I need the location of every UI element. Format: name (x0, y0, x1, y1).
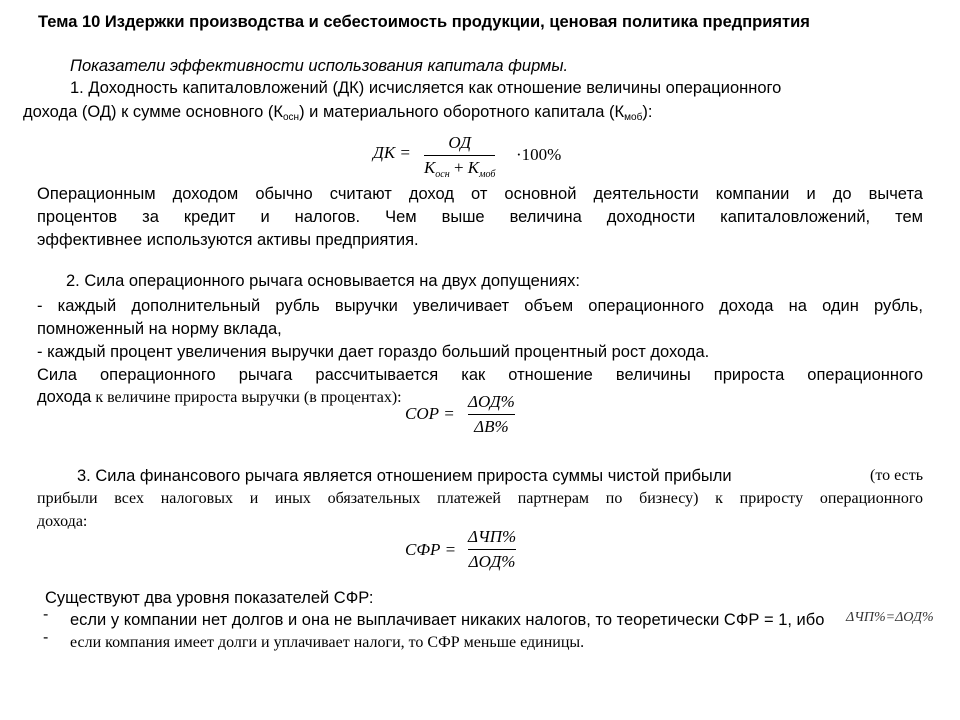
p3-bullet1-line2: помноженный на норму вклада, (37, 320, 282, 338)
p4-line2: прибыли всех налоговых и иных обязательных платежей партнерам по бизнесу) к приросту операционного (37, 490, 923, 507)
p5-bullet1: если у компании нет долгов и она не выплачивает никаких налогов, то теоретически СФР = 1, ибо (70, 611, 825, 629)
p1-line1: 1. Доходность капиталовложений (ДК) исчисляется как отношение величины операционного (70, 79, 782, 97)
p5-heading: Существуют два уровня показателей СФР: (45, 589, 374, 607)
formula-dk-multiplier: ·100% (516, 145, 562, 164)
p5-bullet1-overlap-formula: ΔЧП%=ΔОД% (846, 610, 934, 625)
formula-sor-lhs: СОР = (405, 404, 455, 423)
p3-bullet1-line1: - каждый дополнительный рубль выручки увеличивает объем операционного дохода на один рубль, (37, 297, 923, 315)
formula-sfr-denominator: ΔОД% (468, 552, 516, 571)
section-heading: Показатели эффективности использования капитала фирмы. (70, 57, 569, 75)
formula-sor-denominator: ΔВ% (474, 417, 509, 436)
fraction-bar (468, 549, 516, 550)
p1-line2: дохода (ОД) к сумме основного $(К_{осн})$ и материального оборотного капитала $(К_{моб})$: (23, 103, 653, 123)
bullet-marker: - (43, 629, 49, 646)
p3-bullet2: - каждый процент увеличения выручки дает гораздо больший процентный рост дохода. (37, 343, 710, 361)
p5-bullet2: если компания имеет долги и уплачивает налоги, то СФР меньше единицы. (70, 634, 585, 651)
p3-heading: 2. Сила операционного рычага основывается на двух допущениях: (66, 272, 580, 290)
p2-line3: эффективнее используются активы предприятия. (37, 231, 419, 249)
formula-dk-lhs: ДК = (373, 143, 411, 162)
formula-sfr-lhs: СФР = (405, 540, 457, 559)
formula-dk-fraction (424, 133, 495, 185)
fraction-bar (424, 155, 495, 156)
bullet-marker: - (43, 606, 49, 623)
formula-sfr-fraction (468, 527, 516, 572)
page-title: Тема 10 Издержки производства и себестоимость продукции, ценовая политика предприятия (38, 13, 810, 31)
p3-line3: Сила операционного рычага рассчитывается как отношение величины прироста операционного (37, 366, 923, 384)
formula-sfr-numerator: ΔЧП% (468, 527, 517, 546)
p4-line1: 3. Сила финансового рычага является отношением прироста суммы чистой прибыли (то есть (77, 467, 923, 485)
p3-line4: дохода к величине прироста выручки (в процентах): (37, 388, 402, 406)
p2-line1: Операционным доходом обычно считают доход от основной деятельности компании и до вычета (37, 185, 923, 203)
formula-dk-denominator: $К_{осн} + К_{моб}$ (424, 158, 496, 180)
formula-dk-numerator: ОД (448, 133, 472, 152)
p2-line2: процентов за кредит и налогов. Чем выше величина доходности капиталовложений, тем (37, 208, 923, 226)
formula-sor-numerator: ΔОД% (468, 392, 515, 411)
fraction-bar (468, 414, 515, 415)
p4-line3: дохода: (37, 513, 88, 530)
formula-sor-fraction (468, 392, 515, 437)
